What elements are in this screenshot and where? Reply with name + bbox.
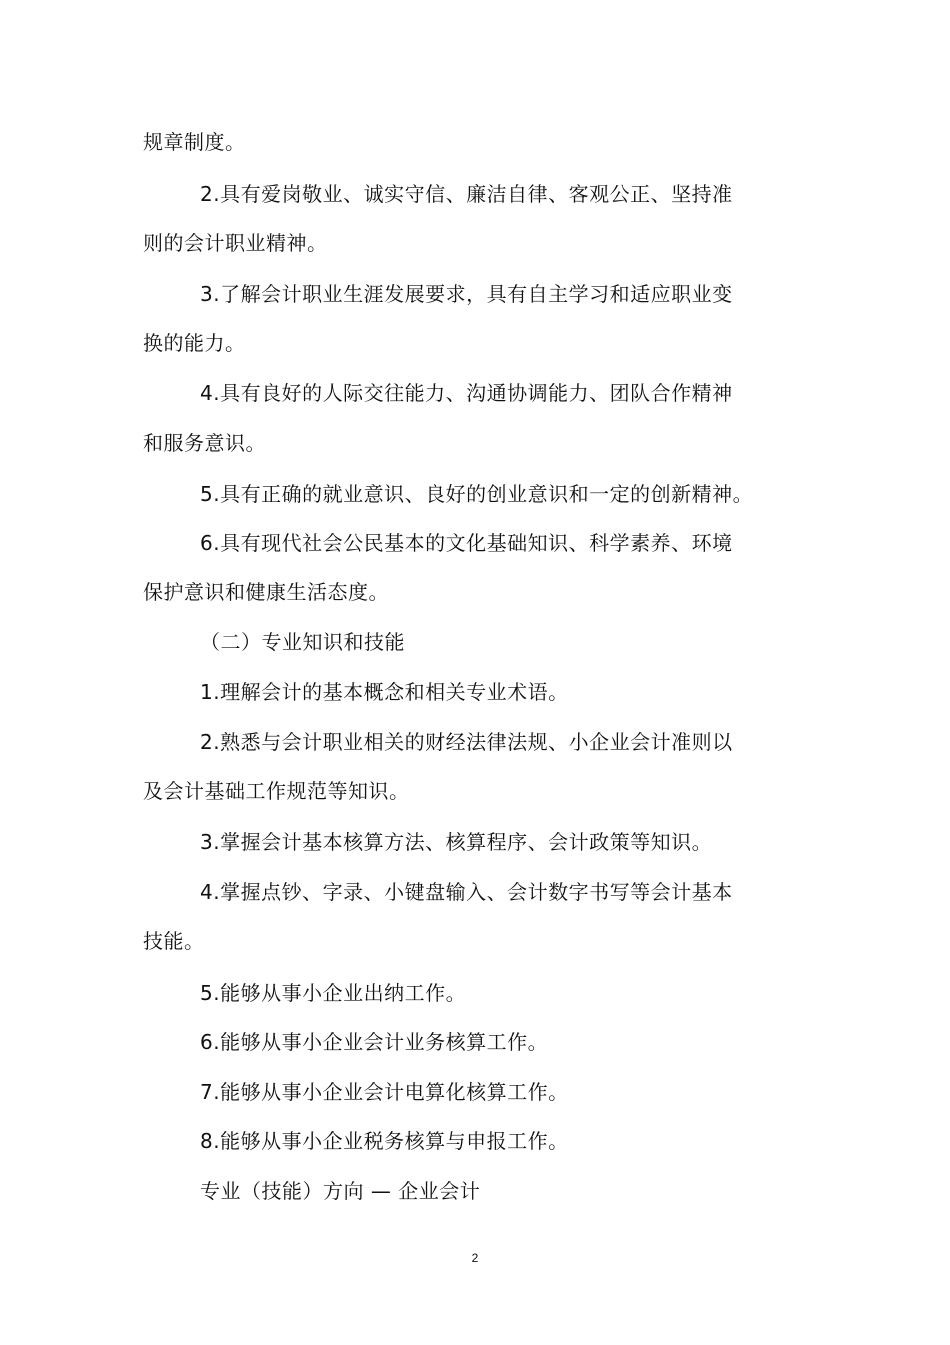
- section-heading: （二）专业知识和技能: [200, 630, 405, 654]
- direction-heading: 专业（技能）方向 — 企业会计: [200, 1179, 481, 1203]
- text-line-20: 7.能够从事小企业会计电算化核算工作。: [200, 1080, 569, 1104]
- text-line-12: 1.理解会计的基本概念和相关专业术语。: [200, 680, 569, 704]
- text-line-4: 3.了解会计职业生涯发展要求，具有自主学习和适应职业变: [200, 282, 733, 306]
- text-line-14: 及会计基础工作规范等知识。: [143, 779, 410, 803]
- text-line-10: 保护意识和健康生活态度。: [143, 580, 389, 604]
- text-line-13: 2.熟悉与会计职业相关的财经法律法规、小企业会计准则以: [200, 730, 733, 754]
- text-line-9: 6.具有现代社会公民基本的文化基础知识、科学素养、环境: [200, 531, 733, 555]
- text-line-17: 技能。: [143, 929, 205, 953]
- text-line-1: 规章制度。: [143, 130, 246, 154]
- text-line-5: 换的能力。: [143, 331, 246, 355]
- text-line-2: 2.具有爱岗敬业、诚实守信、廉洁自律、客观公正、坚持准: [200, 182, 733, 206]
- text-line-15: 3.掌握会计基本核算方法、核算程序、会计政策等知识。: [200, 830, 713, 854]
- text-line-21: 8.能够从事小企业税务核算与申报工作。: [200, 1129, 569, 1153]
- page-number: 2: [471, 1251, 479, 1265]
- text-line-6: 4.具有良好的人际交往能力、沟通协调能力、团队合作精神: [200, 381, 733, 405]
- text-line-16: 4.掌握点钞、字录、小键盘输入、会计数字书写等会计基本: [200, 880, 733, 904]
- text-line-3: 则的会计职业精神。: [143, 231, 328, 255]
- text-line-18: 5.能够从事小企业出纳工作。: [200, 981, 467, 1005]
- text-line-8: 5.具有正确的就业意识、良好的创业意识和一定的创新精神。: [200, 482, 754, 506]
- text-line-7: 和服务意识。: [143, 431, 266, 455]
- text-line-19: 6.能够从事小企业会计业务核算工作。: [200, 1030, 549, 1054]
